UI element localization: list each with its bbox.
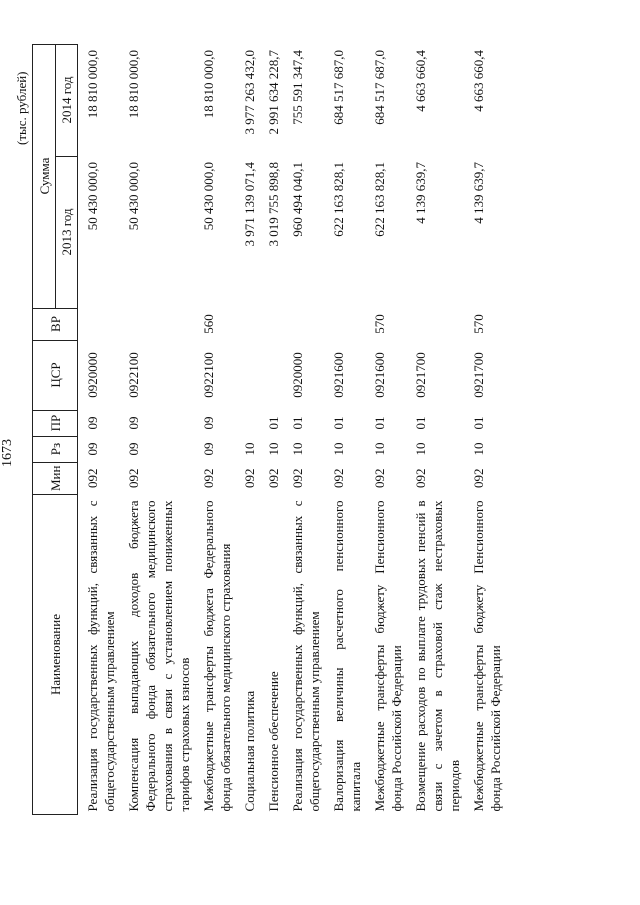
- cell-vr: [286, 308, 327, 340]
- cell-vr: [409, 308, 467, 340]
- cell-y2014: 18 810 000,0: [201, 50, 216, 119]
- cell-y2013: 3 019 755 898,8: [266, 162, 281, 247]
- cell-y2014: 18 810 000,0: [85, 50, 100, 119]
- table-row: [368, 44, 409, 814]
- cell-pr: 01: [266, 416, 281, 430]
- cell-vr: 570: [471, 314, 486, 334]
- header-csr: ЦСР: [33, 340, 78, 410]
- cell-y2014: 18 810 000,0: [126, 50, 141, 119]
- cell-min: 092: [242, 468, 257, 489]
- cell-csr: 0920000: [85, 352, 100, 398]
- table-row: [78, 44, 123, 814]
- cell-csr: 0921600: [372, 352, 387, 398]
- table-row: [409, 44, 467, 814]
- cell-min: 092: [413, 468, 428, 489]
- header-2013: 2013 год: [56, 156, 78, 308]
- cell-min: 092: [290, 468, 305, 489]
- table-header: [33, 44, 78, 814]
- cell-pr: [238, 410, 262, 436]
- cell-pr: 01: [372, 416, 387, 430]
- table-row: [327, 44, 368, 814]
- cell-min: 092: [85, 468, 100, 489]
- cell-y2014: 4 663 660,4: [471, 50, 486, 112]
- cell-vr: 570: [372, 314, 387, 334]
- cell-name: Возмещение расходов по выплате трудовых пенсий в связи с зачетом в страховой стаж нестраховых периодов: [413, 500, 462, 812]
- cell-vr: [238, 308, 262, 340]
- cell-y2014: 4 663 660,4: [413, 50, 428, 112]
- header-min: Мин: [33, 462, 78, 494]
- cell-y2014: 3 977 263 432,0: [242, 50, 257, 135]
- table-row: [238, 44, 262, 814]
- cell-csr: 0922100: [126, 352, 141, 398]
- header-pr: ПР: [33, 410, 78, 436]
- cell-y2014: 684 517 687,0: [331, 50, 346, 125]
- page-number: 1673: [0, 439, 15, 467]
- header-name: Наименование: [33, 495, 78, 815]
- cell-rz: 09: [201, 442, 216, 456]
- cell-pr: 01: [413, 416, 428, 430]
- cell-name: Социальная политика: [242, 690, 257, 812]
- cell-pr: 09: [201, 416, 216, 430]
- cell-pr: 09: [85, 416, 100, 430]
- cell-csr: 0920000: [290, 352, 305, 398]
- cell-y2014: 2 991 634 228,7: [266, 50, 281, 135]
- cell-y2013: 50 430 000,0: [201, 162, 216, 231]
- cell-pr: 01: [290, 416, 305, 430]
- cell-min: 092: [372, 468, 387, 489]
- table-body: [78, 44, 509, 814]
- cell-y2013: 960 494 040,1: [290, 162, 305, 237]
- cell-rz: 10: [331, 442, 346, 456]
- cell-y2013: 3 971 139 071,4: [242, 162, 257, 247]
- cell-name: Реализация государственных функций, связанных с общегосударственным управлением: [85, 500, 117, 812]
- cell-min: 092: [471, 468, 486, 489]
- cell-rz: 09: [126, 442, 141, 456]
- cell-y2013: 50 430 000,0: [85, 162, 100, 231]
- cell-min: 092: [266, 468, 281, 489]
- cell-y2013: 622 163 828,1: [372, 162, 387, 237]
- cell-vr: [122, 308, 197, 340]
- header-2014: 2014 год: [56, 44, 78, 156]
- cell-vr: 560: [201, 314, 216, 334]
- cell-rz: 10: [290, 442, 305, 456]
- header-rz: Рз: [33, 436, 78, 462]
- budget-table: [32, 44, 508, 815]
- cell-csr: [262, 340, 286, 410]
- cell-name: Валоризация величины расчетного пенсионного капитала: [331, 500, 363, 812]
- cell-csr: 0921700: [413, 352, 428, 398]
- table-row: [262, 44, 286, 814]
- header-vr: ВР: [33, 308, 78, 340]
- cell-pr: 01: [471, 416, 486, 430]
- table-row: [197, 44, 238, 814]
- cell-y2013: 4 139 639,7: [471, 162, 486, 224]
- cell-rz: 10: [471, 442, 486, 456]
- cell-name: Пенсионное обеспечение: [266, 671, 281, 812]
- cell-name: Межбюджетные трансферты бюджету Пенсионного фонда Российской Федерации: [471, 500, 503, 812]
- cell-rz: 10: [242, 442, 257, 456]
- cell-rz: 10: [266, 442, 281, 456]
- cell-y2013: 4 139 639,7: [413, 162, 428, 224]
- cell-vr: [327, 308, 368, 340]
- cell-name: Реализация государственных функций, связанных с общегосударственным управлением: [290, 500, 322, 812]
- header-sum: Сумма: [33, 44, 56, 308]
- cell-name: Межбюджетные трансферты бюджета Федерального фонда обязательного медицинского страхования: [201, 500, 233, 812]
- cell-name: Компенсация выпадающих доходов бюджета Федерального фонда обязательного медицинского страхования в связи с установлением пониженных тарифов страховых взносов: [126, 500, 192, 812]
- cell-y2014: 684 517 687,0: [372, 50, 387, 125]
- cell-min: 092: [331, 468, 346, 489]
- units-note: (тыс. рублей): [14, 71, 29, 145]
- cell-name: Межбюджетные трансферты бюджету Пенсионного фонда Российской Федерации: [372, 500, 404, 812]
- cell-rz: 10: [372, 442, 387, 456]
- cell-rz: 09: [85, 442, 100, 456]
- table-row: [122, 44, 197, 814]
- cell-csr: 0921700: [471, 352, 486, 398]
- cell-y2013: 50 430 000,0: [126, 162, 141, 231]
- cell-y2013: 622 163 828,1: [331, 162, 346, 237]
- cell-y2014: 755 591 347,4: [290, 50, 305, 125]
- cell-csr: [238, 340, 262, 410]
- cell-min: 092: [126, 468, 141, 489]
- cell-vr: [262, 308, 286, 340]
- cell-rz: 10: [413, 442, 428, 456]
- cell-min: 092: [201, 468, 216, 489]
- cell-csr: 0922100: [201, 352, 216, 398]
- table-row: [467, 44, 508, 814]
- cell-csr: 0921600: [331, 352, 346, 398]
- cell-vr: [78, 308, 123, 340]
- cell-pr: 09: [126, 416, 141, 430]
- table-row: [286, 44, 327, 814]
- cell-pr: 01: [331, 416, 346, 430]
